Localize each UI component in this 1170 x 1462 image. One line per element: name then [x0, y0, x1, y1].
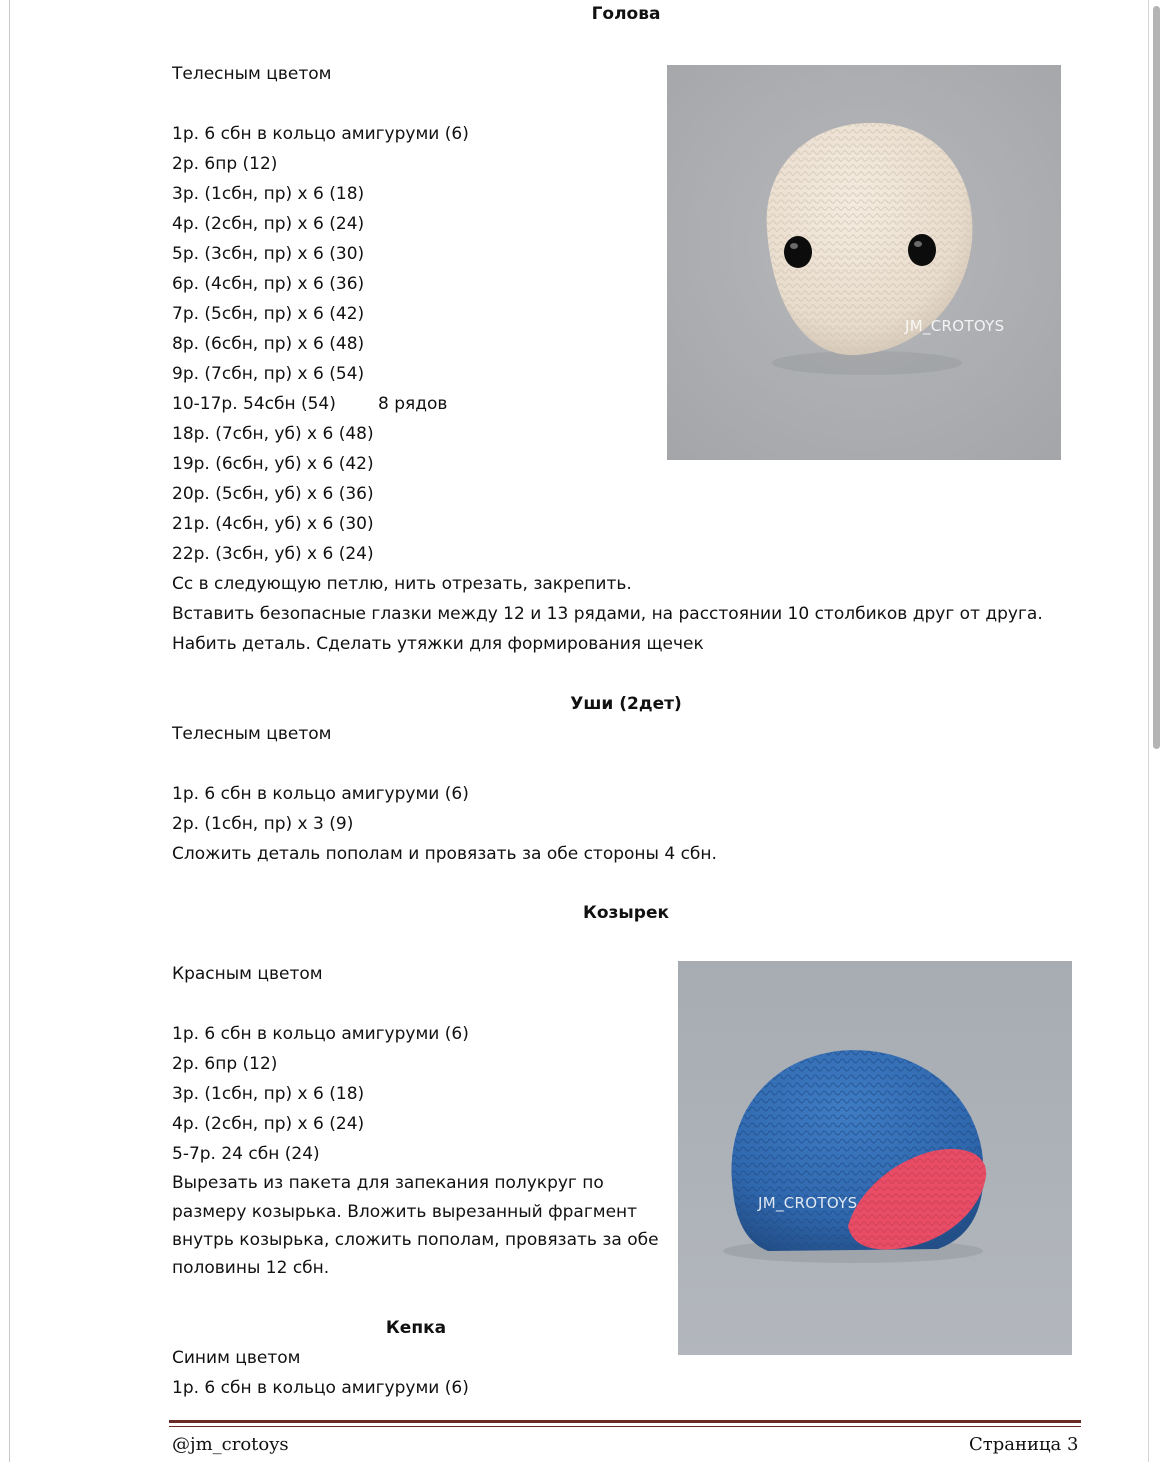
pattern-row: 1р. 6 сбн в кольцо амигуруми (6): [172, 124, 469, 144]
pattern-row: 2р. (1сбн, пр) х 3 (9): [172, 814, 354, 834]
pattern-row: 19р. (6сбн, уб) х 6 (42): [172, 454, 374, 474]
crochet-head-photo: [667, 65, 1061, 460]
rows-count-note: 8 рядов: [378, 394, 448, 414]
pattern-row: 5р. (3сбн, пр) х 6 (30): [172, 244, 365, 264]
pattern-row: 1р. 6 сбн в кольцо амигуруми (6): [172, 1378, 469, 1398]
instruction-line: Вставить безопасные глазки между 12 и 13 рядами, на расстоянии 10 столбиков друг от друга.: [172, 604, 1043, 624]
visor-color-line: Красным цветом: [172, 964, 323, 984]
pattern-row: 4р. (2сбн, пр) х 6 (24): [172, 214, 365, 234]
photo-watermark: JM_CROTOYS: [905, 317, 1005, 335]
footer-divider: [169, 1426, 1081, 1427]
head-color-line: Телесным цветом: [172, 64, 332, 84]
pattern-row: 2р. 6пр (12): [172, 1054, 278, 1074]
pattern-row: 3р. (1сбн, пр) х 6 (18): [172, 184, 365, 204]
cap-color-line: Синим цветом: [172, 1348, 301, 1368]
ears-color-line: Телесным цветом: [172, 724, 332, 744]
pattern-row: 1р. 6 сбн в кольцо амигуруми (6): [172, 784, 469, 804]
pattern-row: 9р. (7сбн, пр) х 6 (54): [172, 364, 365, 384]
pattern-row: 10-17р. 54сбн (54): [172, 394, 336, 414]
pattern-row: 7р. (5сбн, пр) х 6 (42): [172, 304, 365, 324]
pattern-row: 22р. (3сбн, уб) х 6 (24): [172, 544, 374, 564]
page-number: Страница 3: [969, 1434, 1079, 1455]
instruction-line: внутрь козырька, сложить пополам, провязать за обе: [172, 1230, 659, 1250]
footer-author: @jm_crotoys: [172, 1434, 289, 1455]
head-section-title: Голова: [591, 4, 661, 24]
page-edge: [9, 0, 10, 1462]
instruction-line: Сложить деталь пополам и провязать за обе стороны 4 сбн.: [172, 844, 717, 864]
instruction-line: Вырезать из пакета для запекания полукруг по: [172, 1173, 604, 1193]
visor-section-title: Козырек: [582, 903, 670, 923]
pattern-row: 4р. (2сбн, пр) х 6 (24): [172, 1114, 365, 1134]
instruction-line: Сс в следующую петлю, нить отрезать, закрепить.: [172, 574, 632, 594]
ears-section-title: Уши (2дет): [570, 694, 682, 714]
scrollbar-thumb[interactable]: [1153, 6, 1160, 749]
instruction-line: половины 12 сбн.: [172, 1258, 330, 1278]
pattern-row: 2р. 6пр (12): [172, 154, 278, 174]
footer-divider: [169, 1420, 1081, 1423]
cap-section-title: Кепка: [385, 1318, 447, 1338]
pattern-row: 5-7р. 24 сбн (24): [172, 1144, 320, 1164]
instruction-line: размеру козырька. Вложить вырезанный фрагмент: [172, 1202, 638, 1222]
pattern-row: 6р. (4сбн, пр) х 6 (36): [172, 274, 365, 294]
pattern-row: 21р. (4сбн, уб) х 6 (30): [172, 514, 374, 534]
pattern-row: 1р. 6 сбн в кольцо амигуруми (6): [172, 1024, 469, 1044]
page-edge: [1148, 0, 1149, 1462]
photo-watermark: JM_CROTOYS: [758, 1194, 858, 1212]
pattern-row: 3р. (1сбн, пр) х 6 (18): [172, 1084, 365, 1104]
instruction-line: Набить деталь. Сделать утяжки для формирования щечек: [172, 634, 704, 654]
pattern-row: 8р. (6сбн, пр) х 6 (48): [172, 334, 365, 354]
pattern-row: 18р. (7сбн, уб) х 6 (48): [172, 424, 374, 444]
crochet-cap-photo: [678, 961, 1072, 1355]
pattern-row: 20р. (5сбн, уб) х 6 (36): [172, 484, 374, 504]
